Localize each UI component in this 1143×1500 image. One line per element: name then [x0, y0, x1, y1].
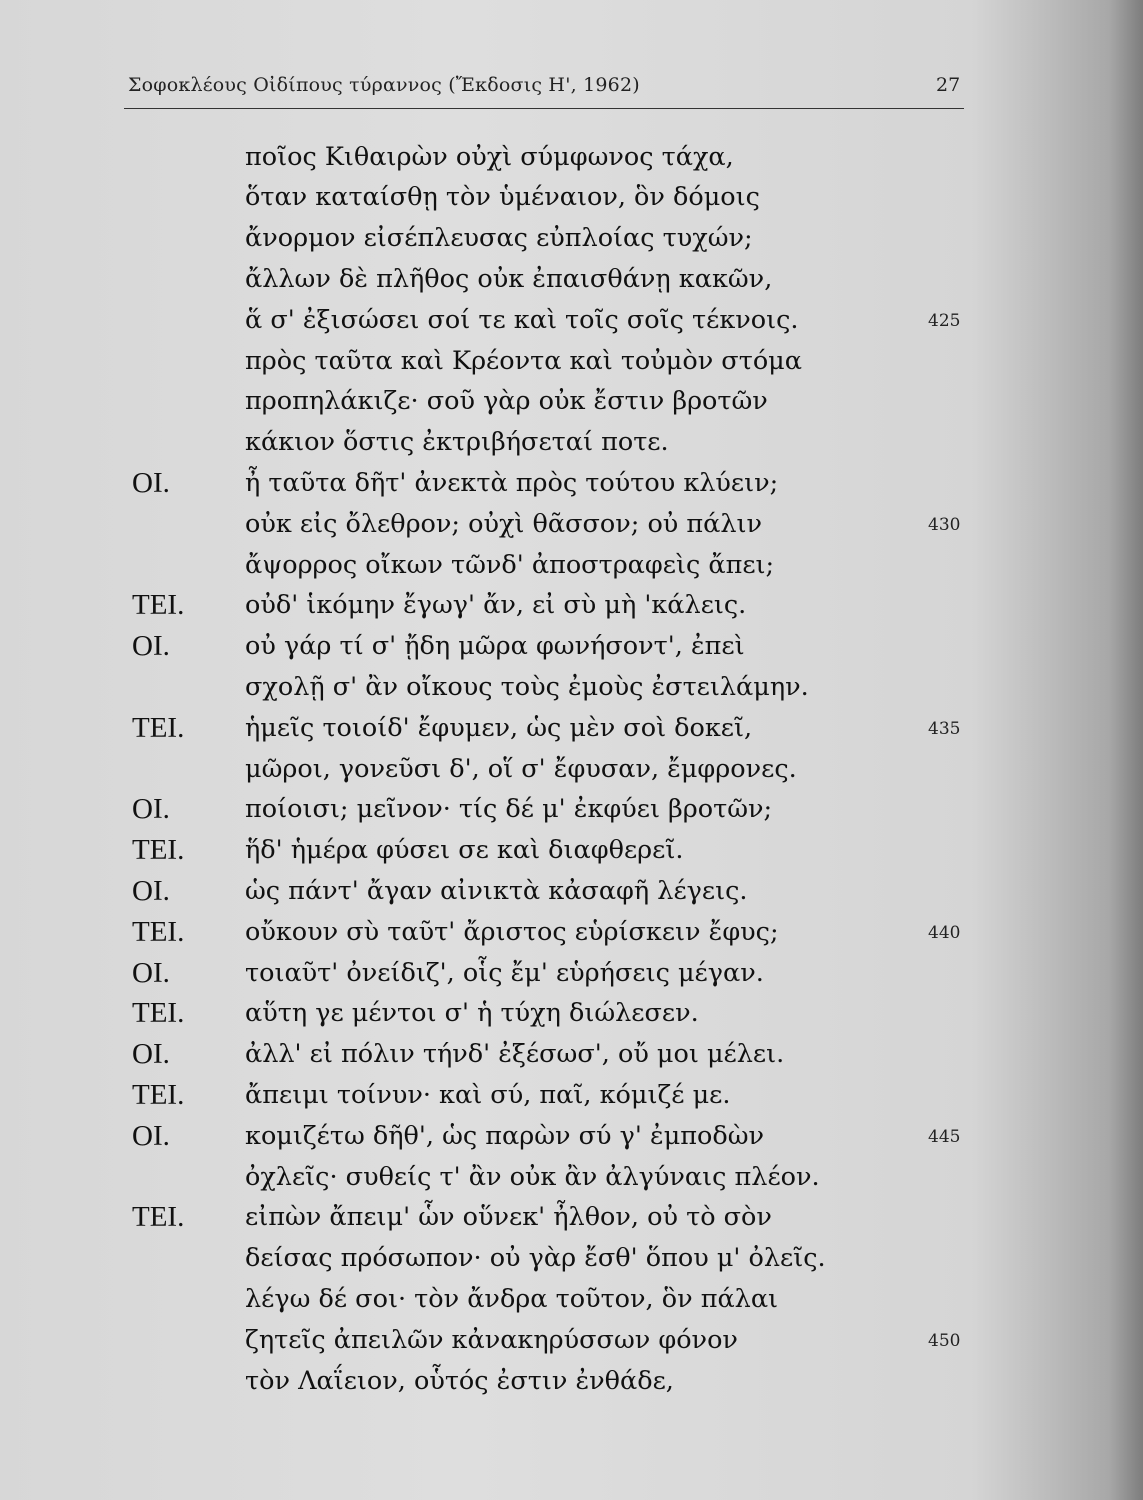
verse-line [0, 381, 1143, 421]
line-number: 430 [928, 515, 961, 535]
speaker-label: ΟΙ. [132, 793, 170, 825]
verse-line [0, 1197, 1143, 1237]
line-number: 425 [928, 311, 961, 331]
verse-line [0, 871, 1143, 911]
verse-text: οὐκ εἰς ὄλεθρον; οὐχὶ θᾶσσον; οὐ πάλιν [245, 509, 763, 539]
verse-line [0, 341, 1143, 381]
verse-text: ὡς πάντ' ἄγαν αἰνικτὰ κἀσαφῆ λέγεις. [245, 876, 748, 906]
verse-text: ἅ σ' ἐξισώσει σοί τε καὶ τοῖς σοῖς τέκνοις. [245, 305, 799, 335]
speaker-label: ΟΙ. [132, 1038, 170, 1070]
verse-text: ἀλλ' εἰ πόλιν τήνδ' ἐξέσωσ', οὔ μοι μέλει. [245, 1039, 785, 1069]
verse-line [0, 218, 1143, 258]
verse-line [0, 830, 1143, 870]
verse-text: προπηλάκιζε· σοῦ γὰρ οὐκ ἔστιν βροτῶν [245, 386, 768, 416]
speaker-label: ΤΕΙ. [132, 916, 185, 948]
verse-line [0, 1116, 1143, 1156]
verse-text: ὅταν καταίσθῃ τὸν ὑμέναιον, ὃν δόμοις [245, 182, 760, 212]
verse-line [0, 626, 1143, 666]
verse-line [0, 789, 1143, 829]
verse-line [0, 585, 1143, 625]
verse-text: σχολῇ σ' ἂν οἴκους τοὺς ἐμοὺς ἐστειλάμην. [245, 672, 809, 702]
verse-line [0, 1238, 1143, 1278]
verse-line [0, 749, 1143, 789]
verse-text: λέγω δέ σοι· τὸν ἄνδρα τοῦτον, ὃν πάλαι [245, 1284, 779, 1314]
verse-text: οὔκουν σὺ ταῦτ' ἄριστος εὑρίσκειν ἔφυς; [245, 917, 779, 947]
verse-text: οὐ γάρ τί σ' ᾔδη μῶρα φωνήσοντ', ἐπεὶ [245, 631, 745, 661]
line-number: 440 [928, 923, 961, 943]
line-number: 435 [928, 719, 961, 739]
speaker-label: ΤΕΙ. [132, 834, 185, 866]
verse-line [0, 1361, 1143, 1401]
speaker-label: ΤΕΙ. [132, 997, 185, 1029]
verse-line [0, 137, 1143, 177]
verse-line [0, 993, 1143, 1033]
speaker-label: ΤΕΙ. [132, 589, 185, 621]
verse-line [0, 545, 1143, 585]
line-number: 445 [928, 1127, 961, 1147]
verse-text: δείσας πρόσωπον· οὐ γὰρ ἔσθ' ὅπου μ' ὀλεῖς. [245, 1243, 826, 1273]
verse-line [0, 1279, 1143, 1319]
verse-text: μῶροι, γονεῦσι δ', οἵ σ' ἔφυσαν, ἔμφρονες. [245, 754, 797, 784]
verse-text: τοιαῦτ' ὀνείδιζ', οἷς ἔμ' εὑρήσεις μέγαν. [245, 958, 764, 988]
verse-text: κομιζέτω δῆθ', ὡς παρὼν σύ γ' ἐμποδὼν [245, 1121, 765, 1151]
speaker-label: ΤΕΙ. [132, 1201, 185, 1233]
verse-text: ἄλλων δὲ πλῆθος οὐκ ἐπαισθάνῃ κακῶν, [245, 264, 773, 294]
page-number: 27 [936, 74, 961, 96]
verse-line [0, 953, 1143, 993]
speaker-label: ΟΙ. [132, 467, 170, 499]
verse-line [0, 1075, 1143, 1115]
running-title: Σοφοκλέους Οἰδίπους τύραννος (Ἔκδοσις Η', 1962) [128, 74, 640, 96]
speaker-label: ΟΙ. [132, 957, 170, 989]
verse-text: ἄπειμι τοίνυν· καὶ σύ, παῖ, κόμιζέ με. [245, 1080, 731, 1110]
verse-text: ἄψορρος οἴκων τῶνδ' ἀποστραφεὶς ἄπει; [245, 550, 775, 580]
verse-text: ποῖος Κιθαιρὼν οὐχὶ σύμφωνος τάχα, [245, 142, 734, 172]
speaker-label: ΟΙ. [132, 1120, 170, 1152]
verse-line [0, 708, 1143, 748]
verse-text: ποίοισι; μεῖνον· τίς δέ μ' ἐκφύει βροτῶν; [245, 794, 773, 824]
verse-text: ἄνορμον εἰσέπλευσας εὐπλοίας τυχών; [245, 223, 753, 253]
verse-text: ζητεῖς ἀπειλῶν κἀνακηρύσσων φόνον [245, 1325, 738, 1355]
verse-line [0, 177, 1143, 217]
verse-line [0, 1320, 1143, 1360]
verse-line [0, 463, 1143, 503]
verse-line [0, 912, 1143, 952]
verse-text: ὀχλεῖς· συθείς τ' ἂν οὐκ ἂν ἀλγύναις πλέον. [245, 1162, 820, 1192]
verse-line [0, 422, 1143, 462]
line-number: 450 [928, 1331, 961, 1351]
verse-line [0, 504, 1143, 544]
verse-text: ἡμεῖς τοιοίδ' ἔφυμεν, ὡς μὲν σοὶ δοκεῖ, [245, 713, 753, 743]
verse-text: τὸν Λαΐειον, οὗτός ἐστιν ἐνθάδε, [245, 1366, 674, 1396]
verse-text: εἰπὼν ἄπειμ' ὧν οὕνεκ' ἦλθον, οὐ τὸ σὸν [245, 1202, 772, 1232]
verse-line [0, 1157, 1143, 1197]
verse-line [0, 259, 1143, 299]
verse-line [0, 300, 1143, 340]
verse-text: ἦ ταῦτα δῆτ' ἀνεκτὰ πρὸς τούτου κλύειν; [245, 468, 779, 498]
verse-text: ἥδ' ἡμέρα φύσει σε καὶ διαφθερεῖ. [245, 835, 684, 865]
speaker-label: ΟΙ. [132, 875, 170, 907]
speaker-label: ΤΕΙ. [132, 1079, 185, 1111]
speaker-label: ΟΙ. [132, 630, 170, 662]
verse-text: κάκιον ὅστις ἐκτριβήσεταί ποτε. [245, 427, 669, 457]
verse-text: πρὸς ταῦτα καὶ Κρέοντα καὶ τοὐμὸν στόμα [245, 346, 802, 376]
verse-text: οὐδ' ἱκόμην ἔγωγ' ἄν, εἰ σὺ μὴ 'κάλεις. [245, 590, 747, 620]
speaker-label: ΤΕΙ. [132, 712, 185, 744]
verse-text: αὕτη γε μέντοι σ' ἡ τύχη διώλεσεν. [245, 998, 699, 1028]
verse-line [0, 1034, 1143, 1074]
verse-line [0, 667, 1143, 707]
